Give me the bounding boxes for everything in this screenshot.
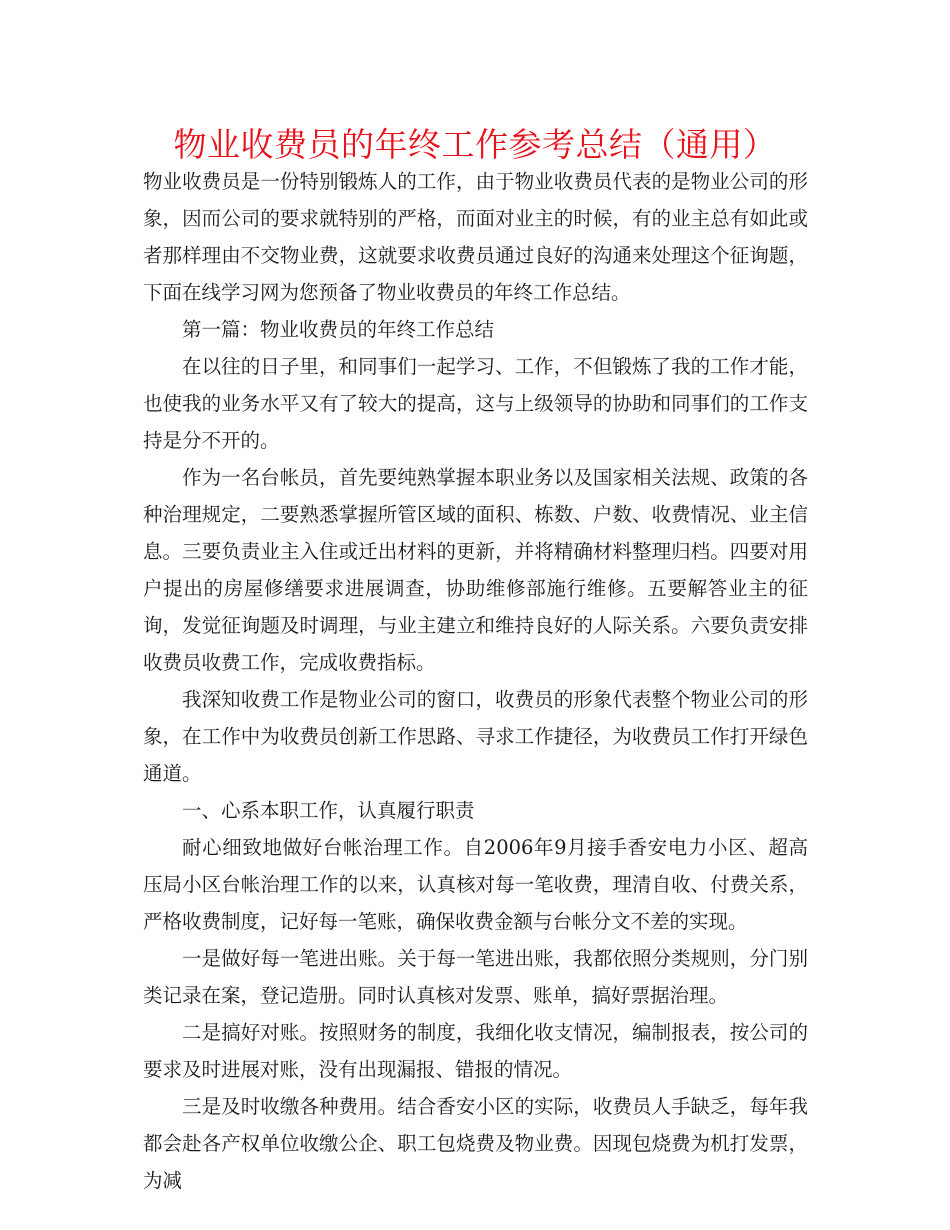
document-body bbox=[143, 163, 808, 1199]
section-heading: 一、心系本职工作，认真履行职责 bbox=[182, 799, 475, 822]
paragraph: 耐心细致地做好台帐治理工作。自2006年9月接手香安电力小区、超高压局小区台帐治理工作的以来，认真核对每一笔收费，理清自收、付费关系，严格收费制度，记好每一笔账，确保收费金额与台帐分文不差的实现。 bbox=[143, 836, 808, 933]
paragraph: 物业收费员是一份特别锻炼人的工作，由于物业收费员代表的是物业公司的形象，因而公司的要求就特别的严格，而面对业主的时候，有的业主总有如此或者那样理由不交物业费，这就要求收费员通过良好的沟通来处理这个征询题，下面在线学习网为您预备了物业收费员的年终工作总结。 bbox=[143, 170, 808, 304]
paragraph: 我深知收费工作是物业公司的窗口，收费员的形象代表整个物业公司的形象，在工作中为收费员创新工作思路、寻求工作捷径，为收费员工作打开绿色通道。 bbox=[143, 688, 808, 785]
document-title: 物业收费员的年终工作参考总结（通用） bbox=[173, 125, 777, 164]
paragraph: 一是做好每一笔进出账。关于每一笔进出账，我都依照分类规则，分门别类记录在案，登记造册。同时认真核对发票、账单，搞好票据治理。 bbox=[143, 947, 808, 1007]
section-heading: 第一篇：物业收费员的年终工作总结 bbox=[182, 318, 495, 341]
paragraph: 在以往的日子里，和同事们一起学习、工作，不但锻炼了我的工作才能，也使我的业务水平又有了较大的提高，这与上级领导的协助和同事们的工作支持是分不开的。 bbox=[143, 355, 808, 452]
paragraph: 三是及时收缴各种费用。结合香安小区的实际，收费员人手缺乏，每年我都会赴各产权单位收缴公企、职工包烧费及物业费。因现包烧费为机打发票，为减 bbox=[143, 1095, 808, 1192]
paragraph: 二是搞好对账。按照财务的制度，我细化收支情况，编制报表，按公司的要求及时进展对账，没有出现漏报、错报的情况。 bbox=[143, 1021, 808, 1081]
paragraph: 作为一名台帐员，首先要纯熟掌握本职业务以及国家相关法规、政策的各种治理规定，二要熟悉掌握所管区域的面积、栋数、户数、收费情况、业主信息。三要负责业主入住或迁出材料的更新，并将精确材料整理归档。四要对用户提出的房屋修缮要求进展调查，协助维修部施行维修。五要解答业主的征询，发觉征询题及时调理，与业主建立和维持良好的人际关系。六要负责安排收费员收费工作，完成收费指标。 bbox=[143, 466, 808, 674]
